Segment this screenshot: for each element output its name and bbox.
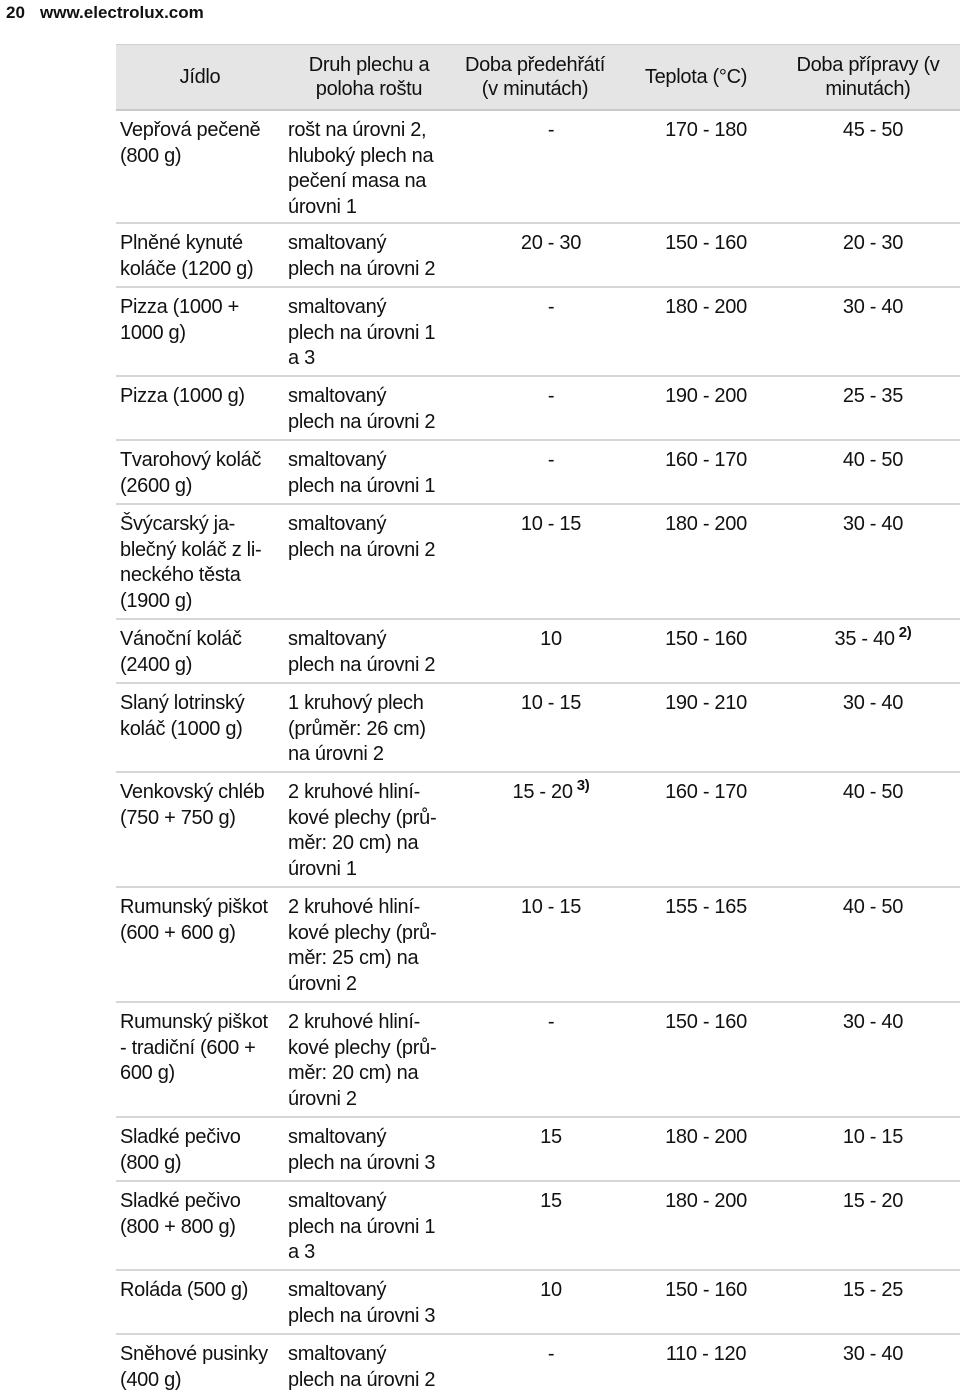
temperature-cell-text: 150 - 160	[665, 232, 747, 254]
tray-cell	[284, 1003, 454, 1116]
temperature-cell-text: 150 - 160	[665, 1279, 747, 1301]
tray-cell-text: 1 kruhový plech (průměr: 26 cm) na úrovni 2	[288, 692, 426, 765]
food-cell-text: Sněhové pusinky (400 g)	[120, 1343, 268, 1391]
food-cell-text: Pizza (1000 g)	[120, 385, 245, 407]
food-cell-text: Tvarohový koláč (2600 g)	[120, 449, 262, 497]
tray-cell-text: 2 kruhové hliní- kové plechy (prů- měr: 20 cm) na úrovni 1	[288, 781, 437, 880]
table-row	[116, 888, 960, 1003]
cooking-time-cell-text: 30 - 40	[842, 1011, 904, 1033]
tray-cell-text: smaltovaný plech na úrovni 2	[288, 385, 436, 433]
temperature-cell-text: 190 - 200	[665, 385, 747, 407]
temperature-cell-text: 150 - 160	[665, 628, 747, 650]
preheat-cell-text: -	[547, 296, 555, 318]
table-row	[116, 1335, 960, 1399]
tray-cell-text: 2 kruhové hliní- kové plechy (prů- měr: 20 cm) na úrovni 2	[288, 1011, 437, 1110]
preheat-cell	[454, 377, 616, 439]
table-row	[116, 377, 960, 441]
tray-cell	[284, 888, 454, 1001]
food-cell	[116, 1118, 284, 1180]
temperature-cell	[616, 288, 776, 375]
preheat-cell-text: 10 - 15	[520, 896, 582, 918]
tray-cell	[284, 1335, 454, 1399]
table-row	[116, 111, 960, 224]
temperature-cell	[616, 441, 776, 503]
tray-cell-text: 2 kruhové hliní- kové plechy (prů- měr: 25 cm) na úrovni 2	[288, 896, 437, 995]
preheat-cell-text: 15	[540, 1126, 562, 1148]
cooking-time-cell	[776, 773, 960, 886]
food-cell	[116, 111, 284, 222]
preheat-cell-text: -	[547, 1011, 555, 1033]
food-cell-text: Pizza (1000 + 1000 g)	[120, 296, 239, 344]
temperature-cell-text: 180 - 200	[665, 296, 747, 318]
food-cell	[116, 441, 284, 503]
cooking-time-cell	[776, 288, 960, 375]
preheat-cell	[454, 888, 616, 1001]
page-number: 20	[6, 3, 25, 22]
footnote-mark: 3)	[576, 777, 590, 794]
temperature-cell	[616, 888, 776, 1001]
temperature-cell	[616, 1118, 776, 1180]
tray-cell	[284, 111, 454, 222]
preheat-cell	[454, 1182, 616, 1269]
page-header	[0, 0, 960, 26]
cooking-time-cell-text: 30 - 40	[842, 296, 904, 318]
tray-cell	[284, 773, 454, 886]
food-cell-text: Švýcarský ja- blečný koláč z li- neckého těsta (1900 g)	[120, 513, 262, 612]
temperature-cell-text: 160 - 170	[665, 449, 747, 471]
cooking-time-cell	[776, 224, 960, 286]
preheat-cell	[454, 111, 616, 222]
tray-cell	[284, 1118, 454, 1180]
tray-cell-text: smaltovaný plech na úrovni 2	[288, 1343, 436, 1391]
tray-cell-text: smaltovaný plech na úrovni 3	[288, 1126, 436, 1174]
food-cell-text: Vepřová pečeně (800 g)	[120, 119, 261, 167]
temperature-cell-text: 110 - 120	[665, 1343, 747, 1365]
temperature-cell-text: 180 - 200	[665, 513, 747, 535]
table-row	[116, 224, 960, 288]
site-url: www.electrolux.com	[40, 3, 204, 22]
tray-cell	[284, 224, 454, 286]
cooking-time-cell-text: 40 - 50	[842, 896, 904, 918]
temperature-cell-text: 190 - 210	[665, 692, 747, 714]
tray-cell-text: smaltovaný plech na úrovni 1 a 3	[288, 1190, 436, 1263]
tray-cell-text: smaltovaný plech na úrovni 2	[288, 232, 436, 280]
temperature-cell-text: 180 - 200	[665, 1190, 747, 1212]
cooking-time-cell	[776, 441, 960, 503]
preheat-cell-text: 15 - 20	[512, 781, 573, 803]
food-cell	[116, 1271, 284, 1333]
food-cell-text: Plněné kynuté koláče (1200 g)	[120, 232, 254, 280]
preheat-cell-text: 10 - 15	[520, 513, 582, 535]
cooking-time-cell-text: 45 - 50	[842, 119, 904, 141]
preheat-cell-text: -	[547, 385, 555, 407]
cooking-time-cell	[776, 1003, 960, 1116]
food-cell	[116, 288, 284, 375]
temperature-cell	[616, 1335, 776, 1399]
preheat-cell	[454, 773, 616, 886]
tray-cell-text: rošt na úrovni 2, hluboký plech na pečení masa na úrovni 1	[288, 119, 434, 218]
temperature-cell	[616, 505, 776, 618]
preheat-cell-text: -	[547, 1343, 555, 1365]
temperature-cell-text: 180 - 200	[665, 1126, 747, 1148]
food-cell-text: Venkovský chléb (750 + 750 g)	[120, 781, 265, 829]
header-food: Jídlo	[179, 66, 221, 88]
header-cooking-time: Doba přípravy (v minutách)	[796, 54, 940, 100]
table-header	[116, 44, 960, 111]
baking-table	[116, 44, 960, 1399]
temperature-cell-text: 160 - 170	[665, 781, 747, 803]
preheat-cell	[454, 505, 616, 618]
tray-cell	[284, 684, 454, 771]
header-preheat: Doba předehřátí (v minutách)	[464, 54, 606, 100]
food-cell	[116, 1003, 284, 1116]
table-row	[116, 684, 960, 773]
temperature-cell	[616, 377, 776, 439]
preheat-cell	[454, 441, 616, 503]
tray-cell-text: smaltovaný plech na úrovni 1	[288, 449, 436, 497]
cooking-time-cell-text: 20 - 30	[842, 232, 904, 254]
preheat-cell	[454, 1335, 616, 1399]
food-cell-text: Sladké pečivo (800 + 800 g)	[120, 1190, 241, 1238]
temperature-cell	[616, 111, 776, 222]
cooking-time-cell	[776, 620, 960, 682]
cooking-time-cell	[776, 505, 960, 618]
temperature-cell-text: 150 - 160	[665, 1011, 747, 1033]
table-row	[116, 1271, 960, 1335]
table-row	[116, 1118, 960, 1182]
cooking-time-cell-text: 40 - 50	[842, 781, 904, 803]
tray-cell-text: smaltovaný plech na úrovni 3	[288, 1279, 436, 1327]
temperature-cell	[616, 224, 776, 286]
preheat-cell	[454, 1003, 616, 1116]
header-temperature: Teplota (°C)	[644, 66, 748, 88]
preheat-cell-text: 20 - 30	[520, 232, 582, 254]
header-tray: Druh plechu a poloha roštu	[308, 54, 430, 100]
table-row	[116, 773, 960, 888]
preheat-cell-text: -	[547, 119, 555, 141]
cooking-time-cell	[776, 111, 960, 222]
cooking-time-cell-text: 10 - 15	[842, 1126, 904, 1148]
preheat-cell-text: 10	[540, 1279, 562, 1301]
food-cell-text: Roláda (500 g)	[120, 1279, 249, 1301]
cooking-time-cell-text: 30 - 40	[842, 1343, 904, 1365]
preheat-cell-text: 10	[540, 628, 562, 650]
food-cell-text: Rumunský piškot (600 + 600 g)	[120, 896, 268, 944]
footnote-mark: 2)	[898, 624, 912, 641]
cooking-time-cell	[776, 1271, 960, 1333]
preheat-cell	[454, 288, 616, 375]
tray-cell-text: smaltovaný plech na úrovni 2	[288, 628, 436, 676]
temperature-cell	[616, 1182, 776, 1269]
food-cell	[116, 1335, 284, 1399]
food-cell-text: Vánoční koláč (2400 g)	[120, 628, 242, 676]
preheat-cell	[454, 1271, 616, 1333]
tray-cell	[284, 1271, 454, 1333]
cooking-time-cell-text: 15 - 25	[842, 1279, 904, 1301]
tray-cell-text: smaltovaný plech na úrovni 1 a 3	[288, 296, 436, 369]
tray-cell	[284, 505, 454, 618]
tray-cell	[284, 1182, 454, 1269]
cooking-time-cell-text: 25 - 35	[842, 385, 904, 407]
cooking-time-cell	[776, 888, 960, 1001]
preheat-cell	[454, 1118, 616, 1180]
preheat-cell-text: 10 - 15	[520, 692, 582, 714]
food-cell-text: Sladké pečivo (800 g)	[120, 1126, 241, 1174]
tray-cell	[284, 377, 454, 439]
cooking-time-cell	[776, 1118, 960, 1180]
cooking-time-cell-text: 40 - 50	[842, 449, 904, 471]
tray-cell	[284, 620, 454, 682]
tray-cell-text: smaltovaný plech na úrovni 2	[288, 513, 436, 561]
food-cell-text: Slaný lotrinský koláč (1000 g)	[120, 692, 245, 740]
food-cell-text: Rumunský piškot - tradiční (600 + 600 g)	[120, 1011, 268, 1084]
cooking-time-cell	[776, 377, 960, 439]
temperature-cell	[616, 684, 776, 771]
cooking-time-cell-text: 15 - 20	[842, 1190, 904, 1212]
temperature-cell	[616, 1271, 776, 1333]
tray-cell	[284, 288, 454, 375]
temperature-cell	[616, 773, 776, 886]
table-body	[116, 111, 960, 1399]
cooking-time-cell-text: 30 - 40	[842, 513, 904, 535]
table-row	[116, 288, 960, 377]
cooking-time-cell-text: 30 - 40	[842, 692, 904, 714]
cooking-time-cell	[776, 684, 960, 771]
table-row	[116, 1003, 960, 1118]
table-row	[116, 441, 960, 505]
food-cell	[116, 773, 284, 886]
preheat-cell	[454, 684, 616, 771]
table-row	[116, 1182, 960, 1271]
preheat-cell	[454, 224, 616, 286]
food-cell	[116, 505, 284, 618]
preheat-cell-text: -	[547, 449, 555, 471]
food-cell	[116, 224, 284, 286]
food-cell	[116, 377, 284, 439]
preheat-cell	[454, 620, 616, 682]
preheat-cell-text: 15	[540, 1190, 562, 1212]
tray-cell	[284, 441, 454, 503]
cooking-time-cell	[776, 1182, 960, 1269]
temperature-cell	[616, 1003, 776, 1116]
food-cell	[116, 888, 284, 1001]
temperature-cell	[616, 620, 776, 682]
food-cell	[116, 684, 284, 771]
cooking-time-cell-text: 35 - 40	[834, 628, 895, 650]
temperature-cell-text: 155 - 165	[665, 896, 747, 918]
food-cell	[116, 1182, 284, 1269]
food-cell	[116, 620, 284, 682]
table-row	[116, 505, 960, 620]
temperature-cell-text: 170 - 180	[665, 119, 747, 141]
table-row	[116, 620, 960, 684]
cooking-time-cell	[776, 1335, 960, 1399]
